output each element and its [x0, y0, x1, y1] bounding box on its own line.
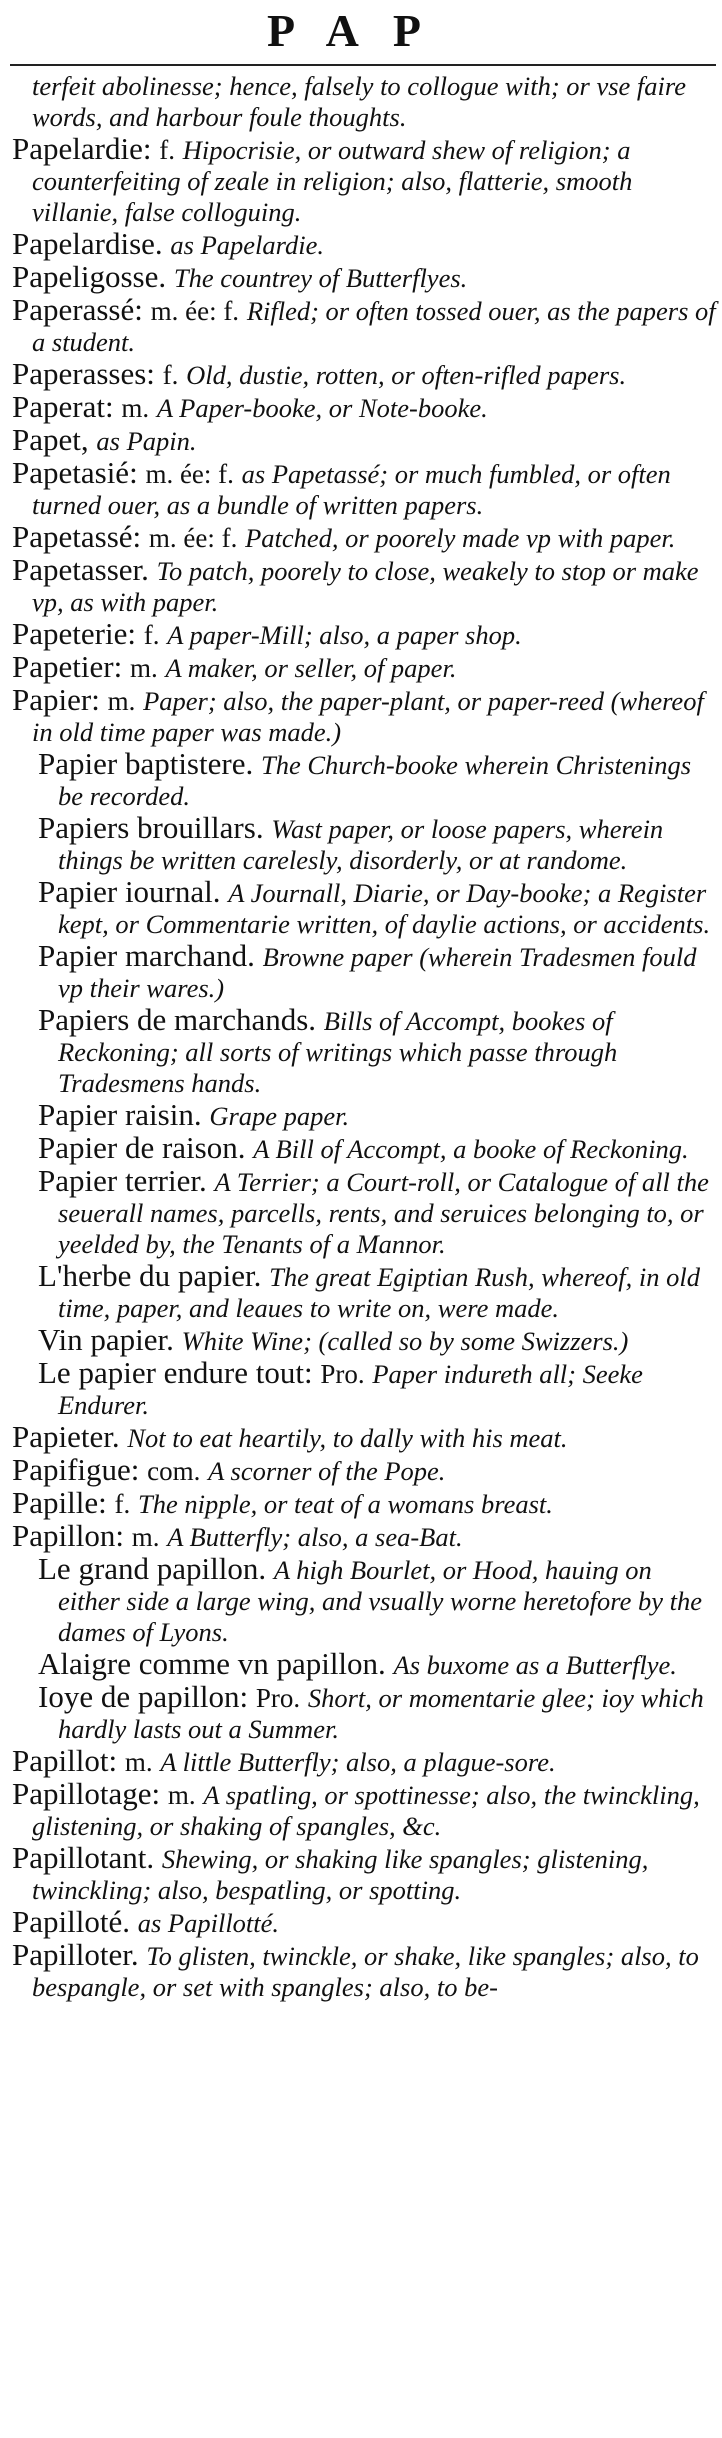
entry-grammar: f.: [162, 360, 179, 390]
entry-definition: The countrey of Butterflyes.: [173, 263, 468, 293]
entry-definition: Old, dustie, rotten, or often-rifled papers.: [186, 360, 627, 390]
entry-definition: A scorner of the Pope.: [208, 1456, 446, 1486]
entry-headword: Papier:: [12, 682, 100, 717]
dictionary-entries: [12, 70, 716, 2004]
entry-grammar: m.: [124, 1747, 153, 1777]
entry-definition: To glisten, twinckle, or shake, like spangles; also, to bespangle, or set with spangles; also, to be-: [32, 1941, 699, 2002]
dictionary-entry: [12, 552, 716, 617]
sub-entry: [38, 810, 716, 875]
dictionary-entry: [12, 1518, 716, 1553]
entry-headword: Papillotage:: [12, 1776, 161, 1811]
entry-grammar: f.: [143, 620, 160, 650]
entry-definition: Browne paper (wherein Tradesmen fould vp their wares.): [58, 942, 697, 1003]
entry-headword: Papetier:: [12, 649, 123, 684]
header-rule: [10, 64, 716, 66]
entry-definition: as Papin.: [96, 426, 197, 456]
entry-headword: Papeterie:: [12, 616, 136, 651]
entry-grammar: Pro.: [255, 1683, 301, 1713]
entry-definition: Not to eat heartily, to dally with his meat.: [127, 1423, 568, 1453]
entry-headword: Papier marchand.: [38, 938, 255, 973]
dictionary-entry: [12, 1776, 716, 1841]
entry-headword: Papier terrier.: [38, 1163, 207, 1198]
entry-definition: A little Butterfly; also, a plague-sore.: [160, 1747, 556, 1777]
sub-entry: [38, 1679, 716, 1744]
entry-definition: A Journall, Diarie, or Day-booke; a Register kept, or Commentarie written, of daylie actions, or accidents.: [58, 878, 711, 939]
entry-definition: A high Bourlet, or Hood, hauing on either side a large wing, and vsually worne heretofore by the dames of Lyons.: [58, 1555, 702, 1647]
entry-definition: A spatling, or spottinesse; also, the twinckling, glistening, or shaking of spangles, &c.: [32, 1780, 700, 1841]
sub-entry: [38, 1097, 716, 1132]
entry-grammar: f.: [114, 1489, 131, 1519]
dictionary-entry: [12, 1904, 716, 1939]
entry-definition: as Papillotté.: [137, 1908, 280, 1938]
entry-headword: Papeligosse.: [12, 259, 167, 294]
entry-definition: A Butterfly; also, a sea-Bat.: [167, 1522, 463, 1552]
sub-entry: [38, 746, 716, 811]
entry-headword: Vin papier.: [38, 1322, 174, 1357]
dictionary-entry: [12, 1452, 716, 1487]
entry-grammar: m.: [129, 653, 158, 683]
entry-headword: Le grand papillon.: [38, 1551, 267, 1586]
entry-headword: Papiers de marchands.: [38, 1002, 317, 1037]
dictionary-entry: [12, 226, 716, 261]
entry-grammar: m. ée: f.: [150, 296, 240, 326]
entry-headword: Papifigue:: [12, 1452, 140, 1487]
entry-headword: Papetasié:: [12, 455, 138, 490]
entry-definition: A maker, or seller, of paper.: [165, 653, 457, 683]
entry-headword: Papet,: [12, 422, 89, 457]
entry-headword: Papelardie:: [12, 131, 152, 166]
entry-definition: As buxome as a Butterflye.: [393, 1650, 677, 1680]
entry-definition: Shewing, or shaking like spangles; glistening, twinckling; also, bespatling, or spotting.: [32, 1844, 649, 1905]
entry-definition: Bills of Accompt, bookes of Reckoning; all sorts of writings which passe through Tradesmens hands.: [58, 1006, 618, 1098]
entry-headword: Paperassé:: [12, 292, 143, 327]
entry-definition: Wast paper, or loose papers, wherein things be written carelesly, disorderly, or at randome.: [58, 814, 664, 875]
entry-headword: Paperasses:: [12, 356, 155, 391]
entry-headword: Papier raisin.: [38, 1097, 202, 1132]
dictionary-entry: [12, 131, 716, 227]
sub-entry: [38, 1322, 716, 1357]
dictionary-entry: [12, 1743, 716, 1778]
page-header: PAP: [266, 5, 455, 56]
entry-headword: Papetassé:: [12, 519, 142, 554]
sub-entry: [38, 1258, 716, 1323]
entry-definition: The great Egiptian Rush, whereof, in old time, paper, and leaues to write on, were made.: [58, 1262, 700, 1323]
entry-definition: Hipocrisie, or outward shew of religion; a counterfeiting of zeale in religion; also, flatterie, smooth villanie, false colloguing.: [32, 135, 633, 227]
entry-headword: Papille:: [12, 1485, 107, 1520]
sub-entry: [38, 874, 716, 939]
dictionary-entry: [12, 1937, 716, 2002]
entry-grammar: Pro.: [320, 1359, 365, 1389]
entry-definition: Short, or momentarie glee; ioy which hardly lasts out a Summer.: [58, 1683, 704, 1744]
entry-headword: Paperat:: [12, 389, 114, 424]
entry-headword: Papillon:: [12, 1518, 124, 1553]
dictionary-entry: [12, 356, 716, 391]
sub-entry: [38, 1002, 716, 1098]
entry-headword: Papieter.: [12, 1419, 120, 1454]
entry-headword: Papilloté.: [12, 1904, 130, 1939]
dictionary-entry: [12, 519, 716, 554]
dictionary-entry: [12, 455, 716, 520]
entry-grammar: f.: [159, 135, 175, 165]
entry-headword: Papier iournal.: [38, 874, 221, 909]
dictionary-entry: [12, 649, 716, 684]
entry-definition: as Papelardie.: [170, 230, 324, 260]
entry-definition: The Church-booke wherein Christenings be recorded.: [58, 750, 692, 811]
dictionary-entry: [12, 259, 716, 294]
entry-definition: Grape paper.: [209, 1101, 350, 1131]
entry-definition: Paper; also, the paper-plant, or paper-reed (whereof in old time paper was made.): [32, 686, 704, 747]
dictionary-entry: [12, 682, 716, 747]
entry-definition: A paper-Mill; also, a paper shop.: [167, 620, 522, 650]
sub-entry: [38, 1355, 716, 1420]
entry-definition: A Paper-booke, or Note-booke.: [156, 393, 488, 423]
dictionary-entry: [12, 292, 716, 357]
entry-definition: as Papetassé; or much fumbled, or often turned ouer, as a bundle of written papers.: [32, 459, 671, 520]
entry-grammar: m.: [121, 393, 150, 423]
entry-headword: Papilloter.: [12, 1937, 139, 1972]
entry-definition: A Bill of Accompt, a booke of Reckoning.: [253, 1134, 689, 1164]
entry-headword: Ioye de papillon:: [38, 1679, 249, 1714]
entry-grammar: m. ée: f.: [145, 459, 234, 489]
entry-definition: A Terrier; a Court-roll, or Catalogue of all the seuerall names, parcells, rents, and seruices belonging to, or yeelded by, the Tenants of a Mannor.: [58, 1167, 709, 1259]
sub-entry: [38, 938, 716, 1003]
entry-definition: To patch, poorely to close, weakely to stop or make vp, as with paper.: [32, 556, 699, 617]
entry-definition: Paper indureth all; Seeke Endurer.: [58, 1359, 643, 1420]
dictionary-entry: [12, 1419, 716, 1454]
dictionary-entry: [12, 389, 716, 424]
dictionary-entry: [12, 616, 716, 651]
entry-headword: L'herbe du papier.: [38, 1258, 262, 1293]
sub-entry: [38, 1163, 716, 1259]
entry-definition: Rifled; or often tossed ouer, as the papers of a student.: [32, 296, 716, 357]
sub-entry: [38, 1646, 716, 1681]
entry-headword: Papier de raison.: [38, 1130, 246, 1165]
entry-grammar: m.: [167, 1780, 196, 1810]
entry-grammar: com.: [147, 1456, 201, 1486]
dictionary-entry: [12, 422, 716, 457]
entry-headword: Papillot:: [12, 1743, 118, 1778]
entry-headword: Papelardise.: [12, 226, 163, 261]
entry-headword: Papillotant.: [12, 1840, 155, 1875]
entry-definition: Patched, or poorely made vp with paper.: [245, 523, 676, 553]
dictionary-entry: [12, 1840, 716, 1905]
entry-grammar: m. ée: f.: [148, 523, 238, 553]
entry-grammar: m.: [107, 686, 136, 716]
dictionary-entry: [12, 70, 716, 132]
entry-definition: White Wine; (called so by some Swizzers.): [181, 1326, 629, 1356]
entry-definition: The nipple, or teat of a womans breast.: [137, 1489, 553, 1519]
entry-headword: Papiers brouillars.: [38, 810, 264, 845]
sub-entry: [38, 1130, 716, 1165]
dictionary-entry: [12, 1485, 716, 1520]
sub-entry: [38, 1551, 716, 1647]
entry-headword: Alaigre comme vn papillon.: [38, 1646, 386, 1681]
entry-headword: Le papier endure tout:: [38, 1355, 313, 1390]
entry-grammar: m.: [131, 1522, 160, 1552]
entry-headword: Papetasser.: [12, 552, 149, 587]
entry-headword: Papier baptistere.: [38, 746, 254, 781]
entry-definition: terfeit abolinesse; hence, falsely to collogue with; or vse faire words, and harbour foule thoughts.: [32, 71, 686, 132]
